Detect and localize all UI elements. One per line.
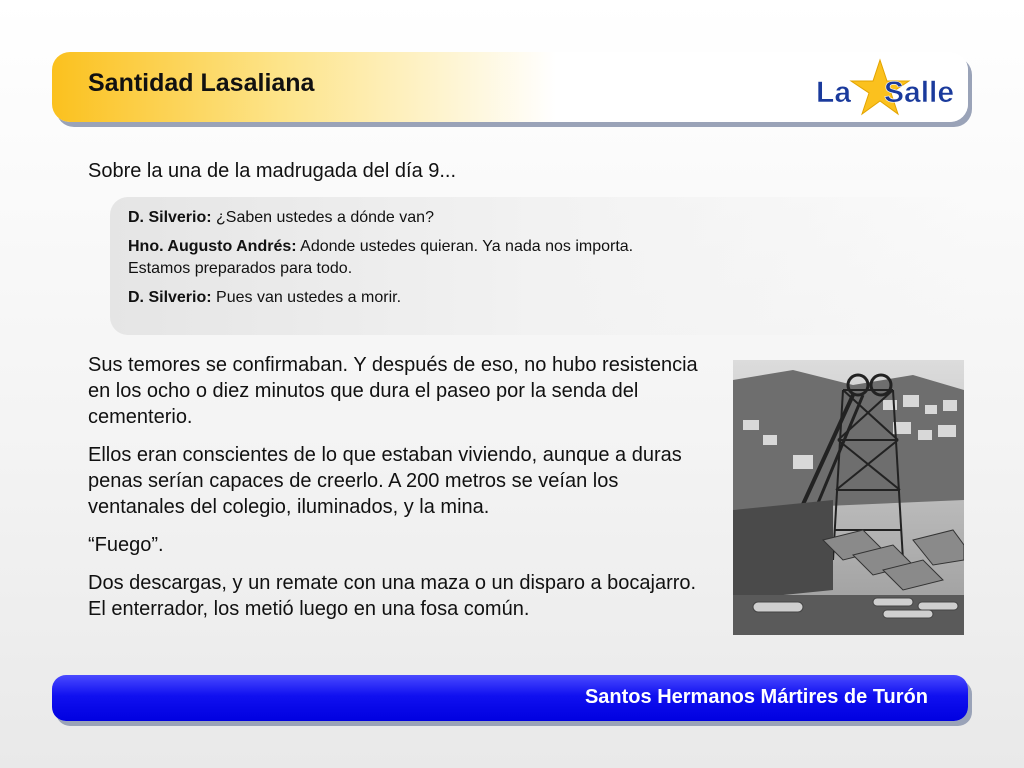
dialogue-line xyxy=(128,236,968,280)
speaker-name: D. Silverio: xyxy=(128,289,212,306)
speaker-name: D. Silverio: xyxy=(128,209,212,226)
speaker-line: Adonde ustedes quieran. Ya nada nos importa. xyxy=(296,238,634,255)
body-text xyxy=(88,352,698,634)
body-paragraph: Sus temores se confirmaban. Y después de eso, no hubo resistencia en los ocho o diez minutos que dura el paseo por la senda del cementerio. xyxy=(88,354,698,428)
footer-text: Santos Hermanos Mártires de Turón xyxy=(584,686,928,708)
body-paragraph: Ellos eran conscientes de lo que estaban viviendo, aunque a duras penas serían capaces de creerlo. A 200 metros se veían los ventanales del colegio, iluminados, y la mina. xyxy=(88,444,682,518)
intro-text: Sobre la una de la madrugada del día 9... xyxy=(88,160,457,182)
speaker-line-continued: Estamos preparados para todo. xyxy=(128,260,353,277)
speaker-line: ¿Saben ustedes a dónde van? xyxy=(211,209,434,226)
speaker-line: Pues van ustedes a morir. xyxy=(211,289,402,306)
dialogue-line xyxy=(128,207,968,229)
body-paragraph: Dos descargas, y un remate con una maza o un disparo a bocajarro. El enterrador, los metió luego en una fosa común. xyxy=(88,572,697,620)
page-title: Santidad Lasaliana xyxy=(88,69,315,97)
speaker-name: Hno. Augusto Andrés: xyxy=(128,238,297,255)
header-bar xyxy=(52,52,968,122)
logo-text-salle: Salle xyxy=(884,76,955,109)
logo-text-la: La xyxy=(816,76,852,109)
footer-bar xyxy=(52,675,968,721)
dialogue-line xyxy=(128,287,968,309)
body-paragraph: “Fuego”. xyxy=(88,534,164,556)
mine-photo xyxy=(733,360,964,635)
la-salle-logo xyxy=(808,56,958,118)
dialogue-box xyxy=(110,197,968,335)
